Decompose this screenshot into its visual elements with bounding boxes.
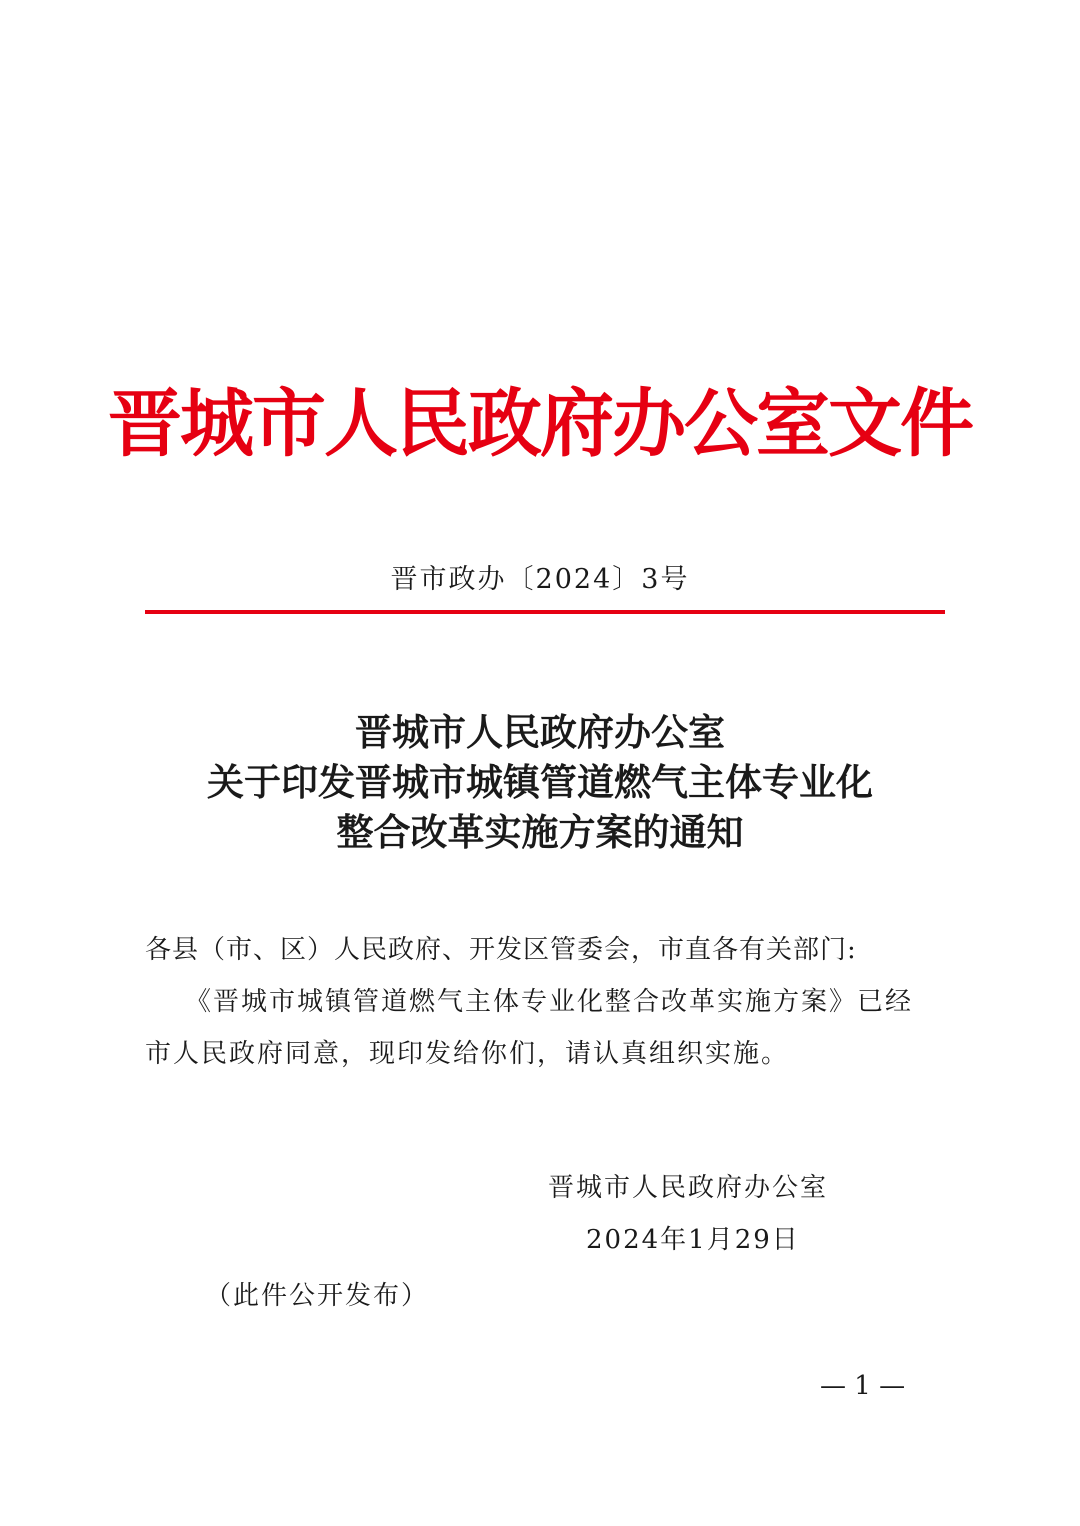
- title-line-3: 整合改革实施方案的通知: [336, 810, 744, 854]
- page-number: — 1 —: [820, 1371, 906, 1401]
- document-number: 晋市政办〔2024〕3号: [390, 564, 690, 595]
- red-separator-rule: [145, 610, 945, 614]
- masthead-title: 晋城市人民政府办公室文件: [108, 381, 972, 467]
- document-title: [0, 707, 1080, 857]
- issue-date: 2024年1月29日: [586, 1225, 800, 1255]
- body-paragraph-line-2: 市人民政府同意，现印发给你们，请认真组织实施。: [145, 1039, 790, 1069]
- title-line-2: 关于印发晋城市城镇管道燃气主体专业化: [207, 760, 873, 804]
- publication-note: （此件公开发布）: [205, 1281, 430, 1311]
- salutation: 各县（市、区）人民政府、开发区管委会，市直各有关部门:: [145, 935, 857, 965]
- body-paragraph-line-1: 《晋城市城镇管道燃气主体专业化整合改革实施方案》已经: [185, 987, 914, 1017]
- issuer-signature: 晋城市人民政府办公室: [548, 1173, 829, 1203]
- title-line-1: 晋城市人民政府办公室: [355, 710, 725, 754]
